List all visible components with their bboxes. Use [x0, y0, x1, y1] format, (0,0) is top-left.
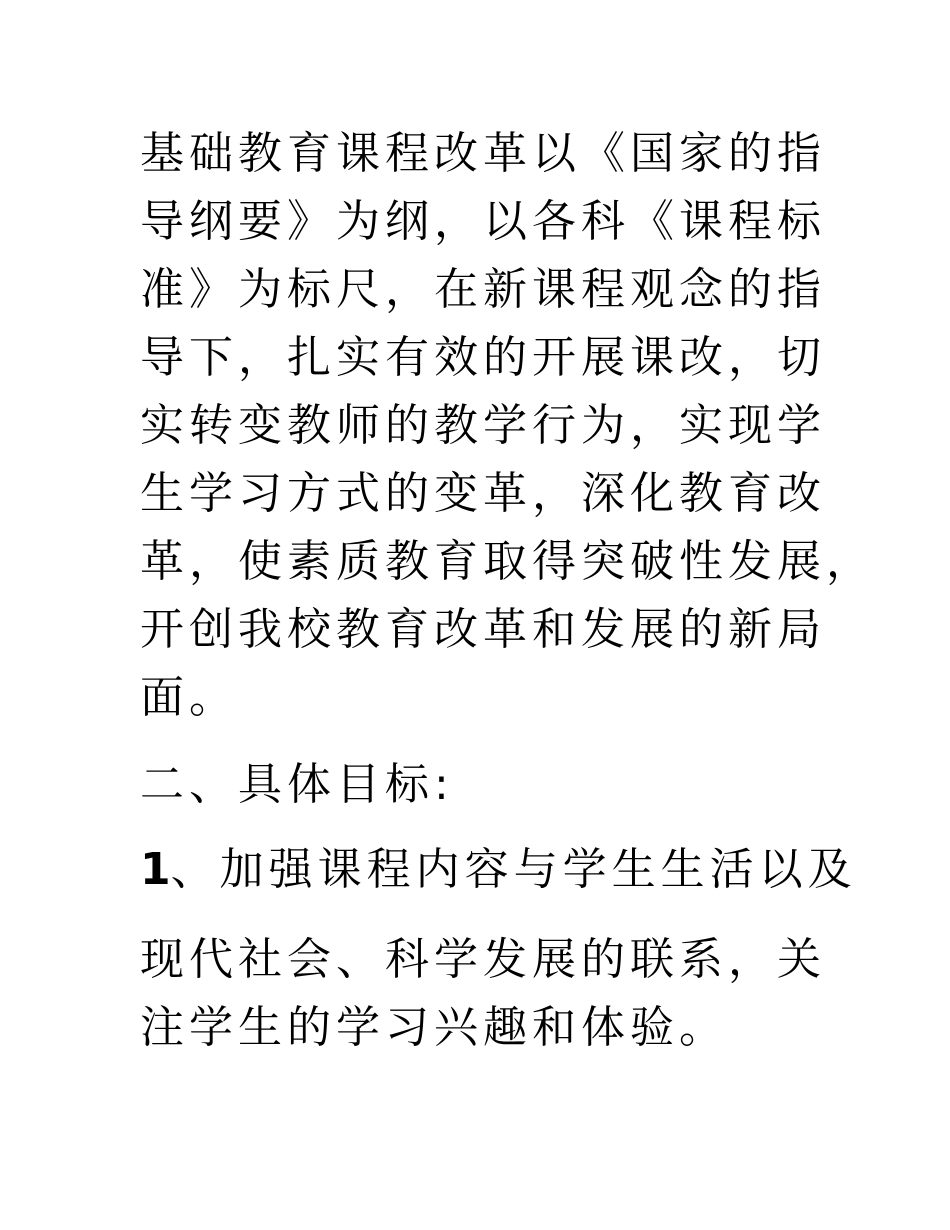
paragraph-line: 准》为标尺，在新课程观念的指 — [140, 264, 826, 315]
goal-item-text: 、加强课程内容与学生生活以及 — [170, 844, 857, 895]
paragraph-line: 革，使素质教育取得突破性发展， — [140, 536, 875, 587]
section-heading: 二、具体目标: — [140, 759, 454, 810]
paragraph-line: 导下，扎实有效的开展课改，切 — [140, 332, 826, 383]
paragraph-line: 面。 — [140, 672, 238, 723]
paragraph-line: 生学习方式的变革，深化教育改 — [140, 468, 826, 519]
goal-item-line: 注学生的学习兴趣和体验。 — [140, 1002, 728, 1053]
paragraph-line: 开创我校教育改革和发展的新局 — [140, 604, 826, 655]
goal-item-number: 1 — [140, 844, 171, 895]
paragraph-line: 导纲要》为纲，以各科《课程标 — [140, 196, 826, 247]
paragraph-line: 实转变教师的教学行为，实现学 — [140, 400, 826, 451]
goal-item-first-line — [140, 842, 857, 898]
paragraph-line: 基础教育课程改革以《国家的指 — [140, 128, 826, 179]
goal-item-line: 现代社会、科学发展的联系，关 — [140, 934, 826, 985]
